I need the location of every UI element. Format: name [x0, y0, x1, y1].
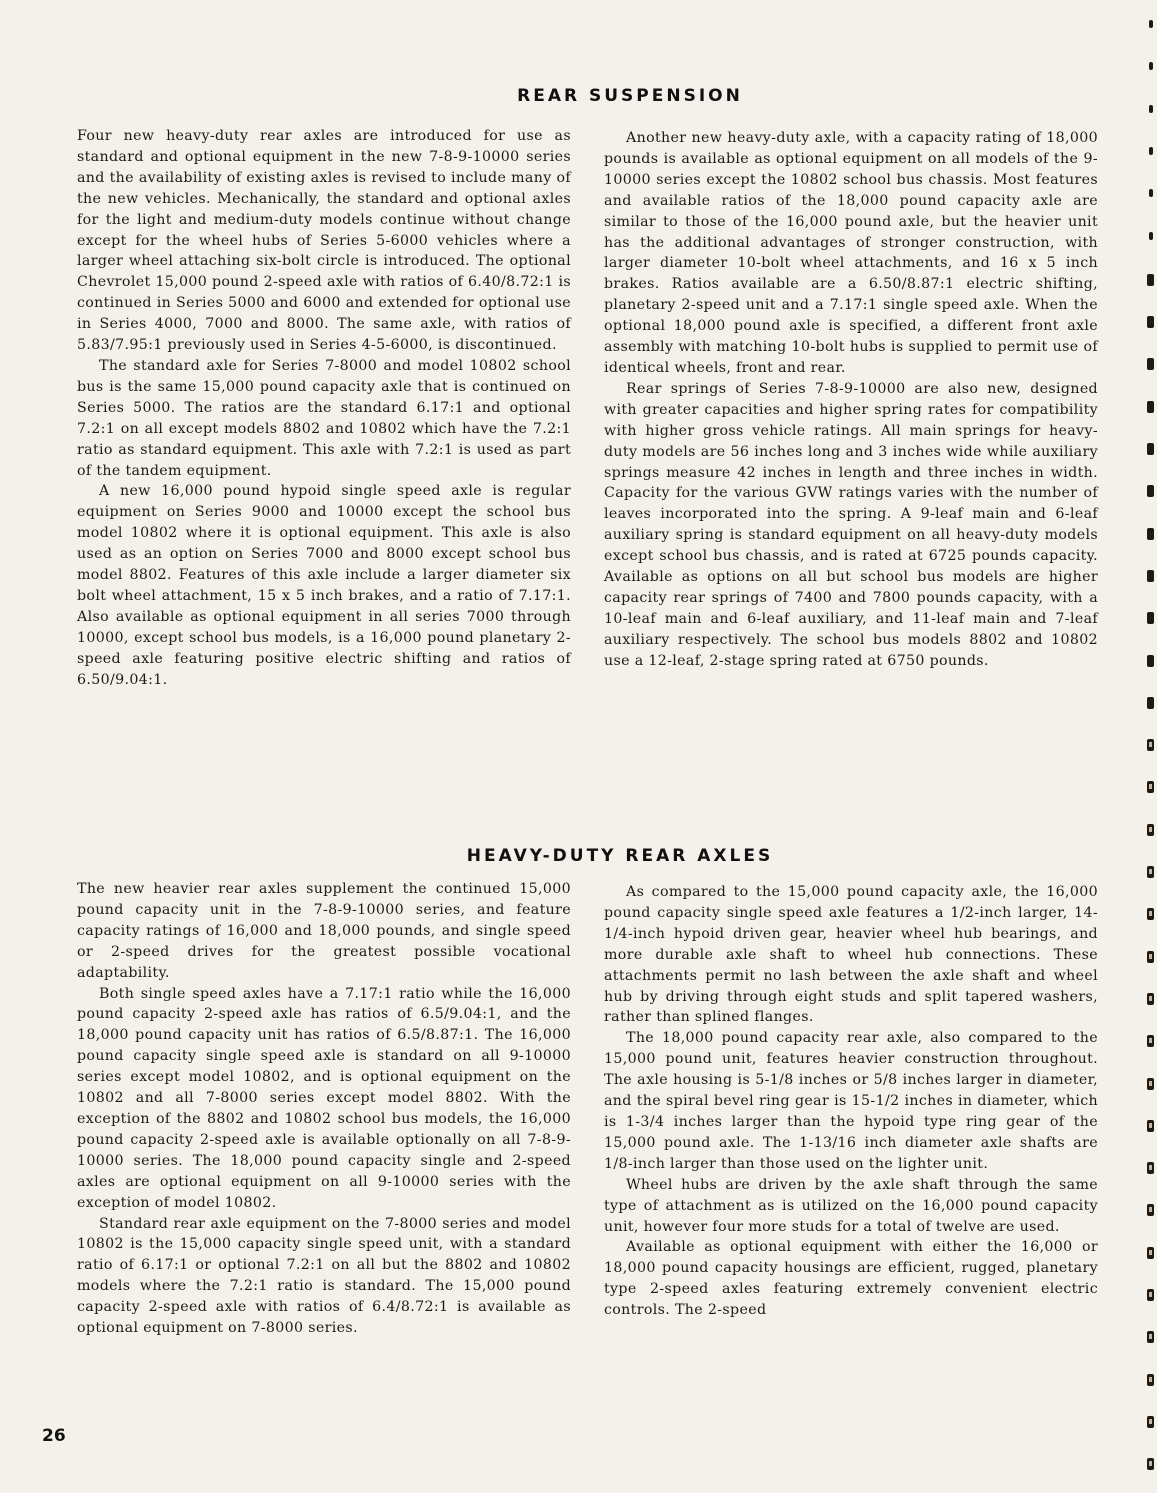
rear-suspension-left-column [77, 126, 571, 690]
spiral-binding-holes [1145, 20, 1157, 1493]
binding-hole [1147, 528, 1154, 540]
binding-hole [1149, 232, 1153, 240]
paragraph: Rear springs of Series 7-8-9-10000 are also new, designed with greater capacities and higher spring rates for compatibility with higher gross vehicle ratings. All main springs for heavy-duty models are 56 inches long and 3 inches wide while auxiliary springs measure 42 inches in length and three inches in width. Capacity for the various GVW ratings varies with the number of leaves incorporated into the spring. A 9-leaf main and 6-leaf auxiliary spring is standard equipment on all heavy-duty models except school bus chassis, and is rated at 6725 pounds capacity. Available as options on all but school bus models are higher capacity rear springs of 7400 and 7800 pounds capacity, with a 10-leaf main and 6-leaf auxiliary, and 11-leaf main and 7-leaf auxiliary respectively. The school bus models 8802 and 10802 use a 12-leaf, 2-stage spring rated at 6750 pounds. [604, 380, 1098, 669]
binding-hole [1149, 62, 1153, 70]
binding-hole [1147, 1120, 1154, 1132]
paragraph: Standard rear axle equipment on the 7-8000 series and model 10802 is the 15,000 capacity single speed unit, with a standard ratio of 6.17:1 or optional 7.2:1 on all but the 8802 and 10802 models where the 7.2:1 ratio is standard. The 15,000 pound capacity 2-speed axle with ratios of 6.4/8.72:1 is available as optional equipment on 7-8000 series. [77, 1215, 571, 1337]
paragraph: Wheel hubs are driven by the axle shaft through the same type of attachment as is utilized on the 16,000 pound capacity unit, however four more studs for a total of twelve are used. [604, 1176, 1098, 1235]
binding-hole [1147, 655, 1154, 667]
paragraph: Available as optional equipment with either the 16,000 or 18,000 pound capacity housings are efficient, rugged, planetary type 2-speed axles featuring extremely convenient electric controls. The 2-speed [604, 1239, 1098, 1319]
rear-axles-right-column [604, 882, 1098, 1321]
binding-hole [1147, 824, 1154, 836]
binding-hole [1149, 20, 1153, 28]
binding-hole [1147, 1162, 1154, 1174]
binding-hole [1147, 951, 1154, 963]
page-number: 26 [42, 1426, 66, 1446]
binding-hole [1147, 1331, 1154, 1343]
binding-hole [1147, 1289, 1154, 1301]
binding-hole [1147, 781, 1154, 793]
binding-hole [1147, 358, 1154, 370]
paragraph: The standard axle for Series 7-8000 and model 10802 school bus is the same 15,000 pound capacity axle that is continued on Series 5000. The ratios are the standard 6.17:1 and optional 7.2:1 on all except models 8802 and 10802 which have the 7.2:1 ratio as standard equipment. This axle with 7.2:1 is used as part of the tandem equipment. [77, 357, 571, 479]
binding-hole [1147, 1078, 1154, 1090]
binding-hole [1147, 1204, 1154, 1216]
binding-hole [1147, 1247, 1154, 1259]
paragraph: The 18,000 pound capacity rear axle, also compared to the 15,000 pound unit, features heavier construction throughout. The axle housing is 5-1/8 inches or 5/8 inches larger in diameter, and the spiral bevel ring gear is 15-1/2 inches in diameter, which is 1-3/4 inches larger than the hypoid type ring gear of the 15,000 pound axle. The 1-13/16 inch diameter axle shafts are 1/8-inch larger than those used on the lighter unit. [604, 1030, 1098, 1172]
binding-hole [1147, 274, 1154, 286]
paragraph: Both single speed axles have a 7.17:1 ratio while the 16,000 pound capacity 2-speed axle has ratios of 6.5/9.04:1, and the 18,000 pound capacity unit has ratios of 6.5/8.87:1. The 16,000 pound capacity single speed axle is standard on all 9-10000 series except model 10802, and is optional equipment on the 10802 and all 7-8000 series except model 8802. With the exception of the 8802 and 10802 school bus models, the 16,000 pound capacity 2-speed axle is available optionally on all 7-8-9-10000 series. The 18,000 pound capacity single and 2-speed axles are optional equipment on all 9-10000 series with the exception of model 10802. [77, 985, 571, 1211]
binding-hole [1147, 316, 1154, 328]
binding-hole [1147, 1374, 1154, 1386]
binding-hole [1147, 739, 1154, 751]
paragraph: As compared to the 15,000 pound capacity axle, the 16,000 pound capacity single speed axle features a 1/2-inch larger, 14-1/4-inch hypoid driven gear, heavier wheel hub bearings, and more durable axle shaft to wheel hub connections. These attachments permit no lash between the axle shaft and wheel hub by driving through eight studs and split tapered washers, rather than splined flanges. [604, 884, 1098, 1026]
binding-hole [1149, 189, 1153, 197]
binding-hole [1147, 1416, 1154, 1428]
binding-hole [1149, 147, 1153, 155]
binding-hole [1147, 1458, 1154, 1470]
paragraph: A new 16,000 pound hypoid single speed axle is regular equipment on Series 9000 and 10000 except the school bus model 10802 where it is optional equipment. This axle is also used as an option on Series 7000 and 8000 except school bus model 8802. Features of this axle include a larger diameter six bolt wheel attachment, 15 x 5 inch brakes, and a ratio of 7.17:1. Also available as optional equipment in all series 7000 through 10000, except school bus models, is a 16,000 pound planetary 2-speed axle featuring positive electric shifting and ratios of 6.50/9.04:1. [77, 483, 571, 688]
paragraph: Four new heavy-duty rear axles are introduced for use as standard and optional equipment in the new 7-8-9-10000 series and the availability of existing axles is revised to include many of the new vehicles. Mechanically, the standard and optional axles for the light and medium-duty models continue without change except for the wheel hubs of Series 5-6000 vehicles where a larger wheel attaching six-bolt circle is introduced. The optional Chevrolet 15,000 pound 2-speed axle with ratios of 6.40/8.72:1 is continued in Series 5000 and 6000 and extended for optional use in Series 4000, 7000 and 8000. The same axle, with ratios of 5.83/7.95:1 previously used in Series 4-5-6000, is discontinued. [77, 128, 571, 354]
binding-hole [1149, 105, 1153, 113]
rear-suspension-right-column [604, 128, 1098, 672]
rear-axles-left-column [77, 879, 571, 1339]
binding-hole [1147, 908, 1154, 920]
binding-hole [1147, 443, 1154, 455]
heavy-duty-rear-axles-heading: HEAVY-DUTY REAR AXLES [466, 846, 774, 866]
binding-hole [1147, 1035, 1154, 1047]
paragraph: The new heavier rear axles supplement the continued 15,000 pound capacity unit in the 7-8-9-10000 series, and feature capacity ratings of 16,000 and 18,000 pounds, and single speed or 2-speed drives for the greatest possible vocational adaptability. [77, 881, 571, 981]
binding-hole [1147, 866, 1154, 878]
rear-suspension-heading: REAR SUSPENSION [517, 86, 743, 106]
paragraph: Another new heavy-duty axle, with a capacity rating of 18,000 pounds is available as optional equipment on all models of the 9-10000 series except the 10802 school bus chassis. Most features and available ratios of the 18,000 pound capacity axle are similar to those of the 16,000 pound axle, but the heavier unit has the additional advantages of stronger construction, with larger diameter 10-bolt wheel attachments, and 16 x 5 inch brakes. Ratios available are a 6.50/8.87:1 electric shifting, planetary 2-speed unit and a 7.17:1 single speed axle. When the optional 18,000 pound axle is specified, a different front axle assembly with matching 10-bolt hubs is supplied to permit use of identical wheels, front and rear. [604, 130, 1098, 376]
binding-hole [1147, 401, 1154, 413]
binding-hole [1147, 570, 1154, 582]
binding-hole [1147, 485, 1154, 497]
binding-hole [1147, 612, 1154, 624]
binding-hole [1147, 993, 1154, 1005]
binding-hole [1147, 697, 1154, 709]
